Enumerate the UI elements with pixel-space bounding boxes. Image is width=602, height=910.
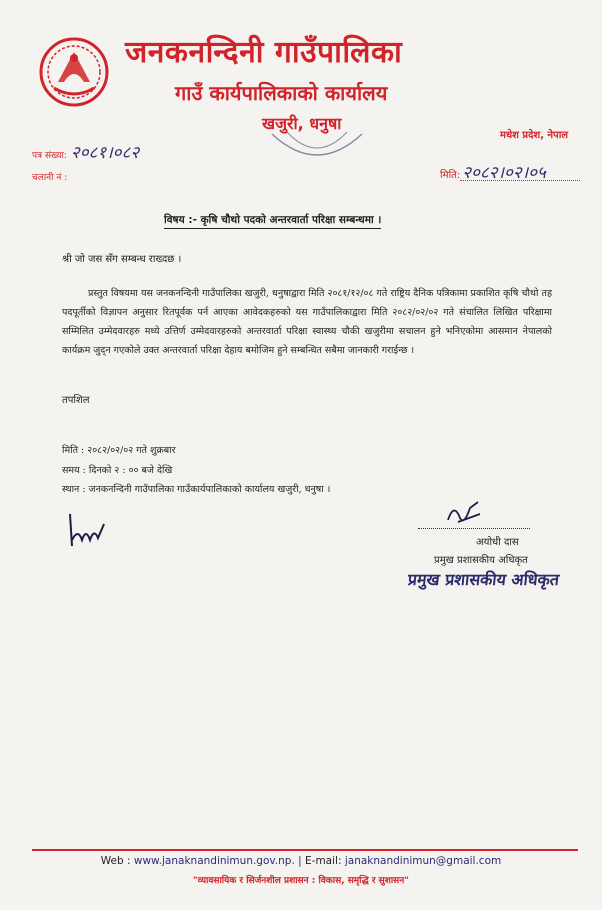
- reference-value: २०८१।०८२: [70, 143, 140, 163]
- designation-stamp: प्रमुख प्रशासकीय अधिकृत: [406, 570, 561, 589]
- detail-date: मिति : २०८२/०२/०२ गते शुक्रबार: [62, 445, 176, 456]
- signer-title: प्रमुख प्रशासकीय अधिकृत: [434, 555, 528, 566]
- government-emblem-icon: [38, 36, 110, 108]
- office-name: गाउँ कार्यपालिकाको कार्यालय: [175, 81, 388, 105]
- web-label: Web :: [100, 855, 131, 867]
- details-heading: तपशिल: [62, 395, 90, 406]
- letter-body: प्रस्तुत विषयमा यस जनकनन्दिनी गाउँपालिका खजुरी, धनुषाद्वारा मिति २०८१/१२/०८ गते राष्ट्रिय दैनिक पत्रिकामा प्रकाशित कृषि चौथो तह पदपूर्तीको विज्ञापन अनुसार रितपूर्वक पर्न आएका आवेदकहरुको यस गाउँपालिकाद्वारा मिति २०८२/०२/०२ गते संचालित लिखित परिक्षामा सम्मिलित उम्मेदवारहरु मध्ये उत्तिर्ण उम्मेदवारहरुको अन्तरवार्ता परिक्षा स्वास्थ्य चौकी खजुरीमा सचालन हुने भनिएकोमा आसमान नेपालको कार्यक्रम जुद्न गएकोले उक्त अन्तरवार्ता परिक्षा देहाय बमोजिम हुने सम्बन्धित सबैमा जानकारी गराईन्छ ।: [62, 288, 552, 356]
- detail-venue: स्थान : जनकनन्दिनी गाउँपालिका गाउँकार्यपालिकाको कार्यालय खजुरी, धनुषा ।: [62, 484, 331, 495]
- footer-separator: |: [298, 855, 302, 867]
- email-link[interactable]: janaknandinimun@gmail.com: [344, 855, 502, 867]
- footer-contact: [0, 855, 602, 867]
- initials-signature-icon: [64, 510, 110, 550]
- municipality-name: जनकनन्दिनी गाउँपालिका: [125, 35, 403, 70]
- signature-line: [418, 528, 530, 529]
- office-location: खजुरी, धनुषा: [262, 114, 342, 133]
- office-seal-stamp-icon: [262, 124, 372, 172]
- officer-signature-icon: [440, 498, 486, 528]
- footer-motto: "व्यावसायिक र सिर्जनशील प्रशासन : विकास, समृद्धि र सुशासन": [193, 876, 409, 886]
- province-label: मधेश प्रदेश, नेपाल: [500, 130, 569, 141]
- dispatch-number-label: चलानी नं :: [32, 173, 68, 183]
- date-dotted-line: [460, 180, 580, 181]
- date-value: २०८२।०२।०५: [462, 163, 546, 183]
- email-label: E-mail:: [305, 855, 342, 867]
- website-link[interactable]: www.janaknandinimun.gov.np.: [133, 855, 295, 867]
- signer-name: अयोधी दास: [476, 537, 519, 548]
- date-label: मिति:: [440, 170, 461, 181]
- salutation: श्री जो जस सँग सम्बन्ध राख्दछ ।: [62, 254, 182, 265]
- reference-number: [32, 140, 139, 163]
- reference-label: पत्र संख्या:: [32, 151, 67, 161]
- footer-divider: [32, 849, 578, 851]
- letter-subject: विषय :- कृषि चौथो पदको अन्तरवार्ता परिक्षा सम्बन्धमा ।: [164, 213, 381, 229]
- detail-time: समय : दिनको २ : ०० बजे देखि: [62, 465, 173, 476]
